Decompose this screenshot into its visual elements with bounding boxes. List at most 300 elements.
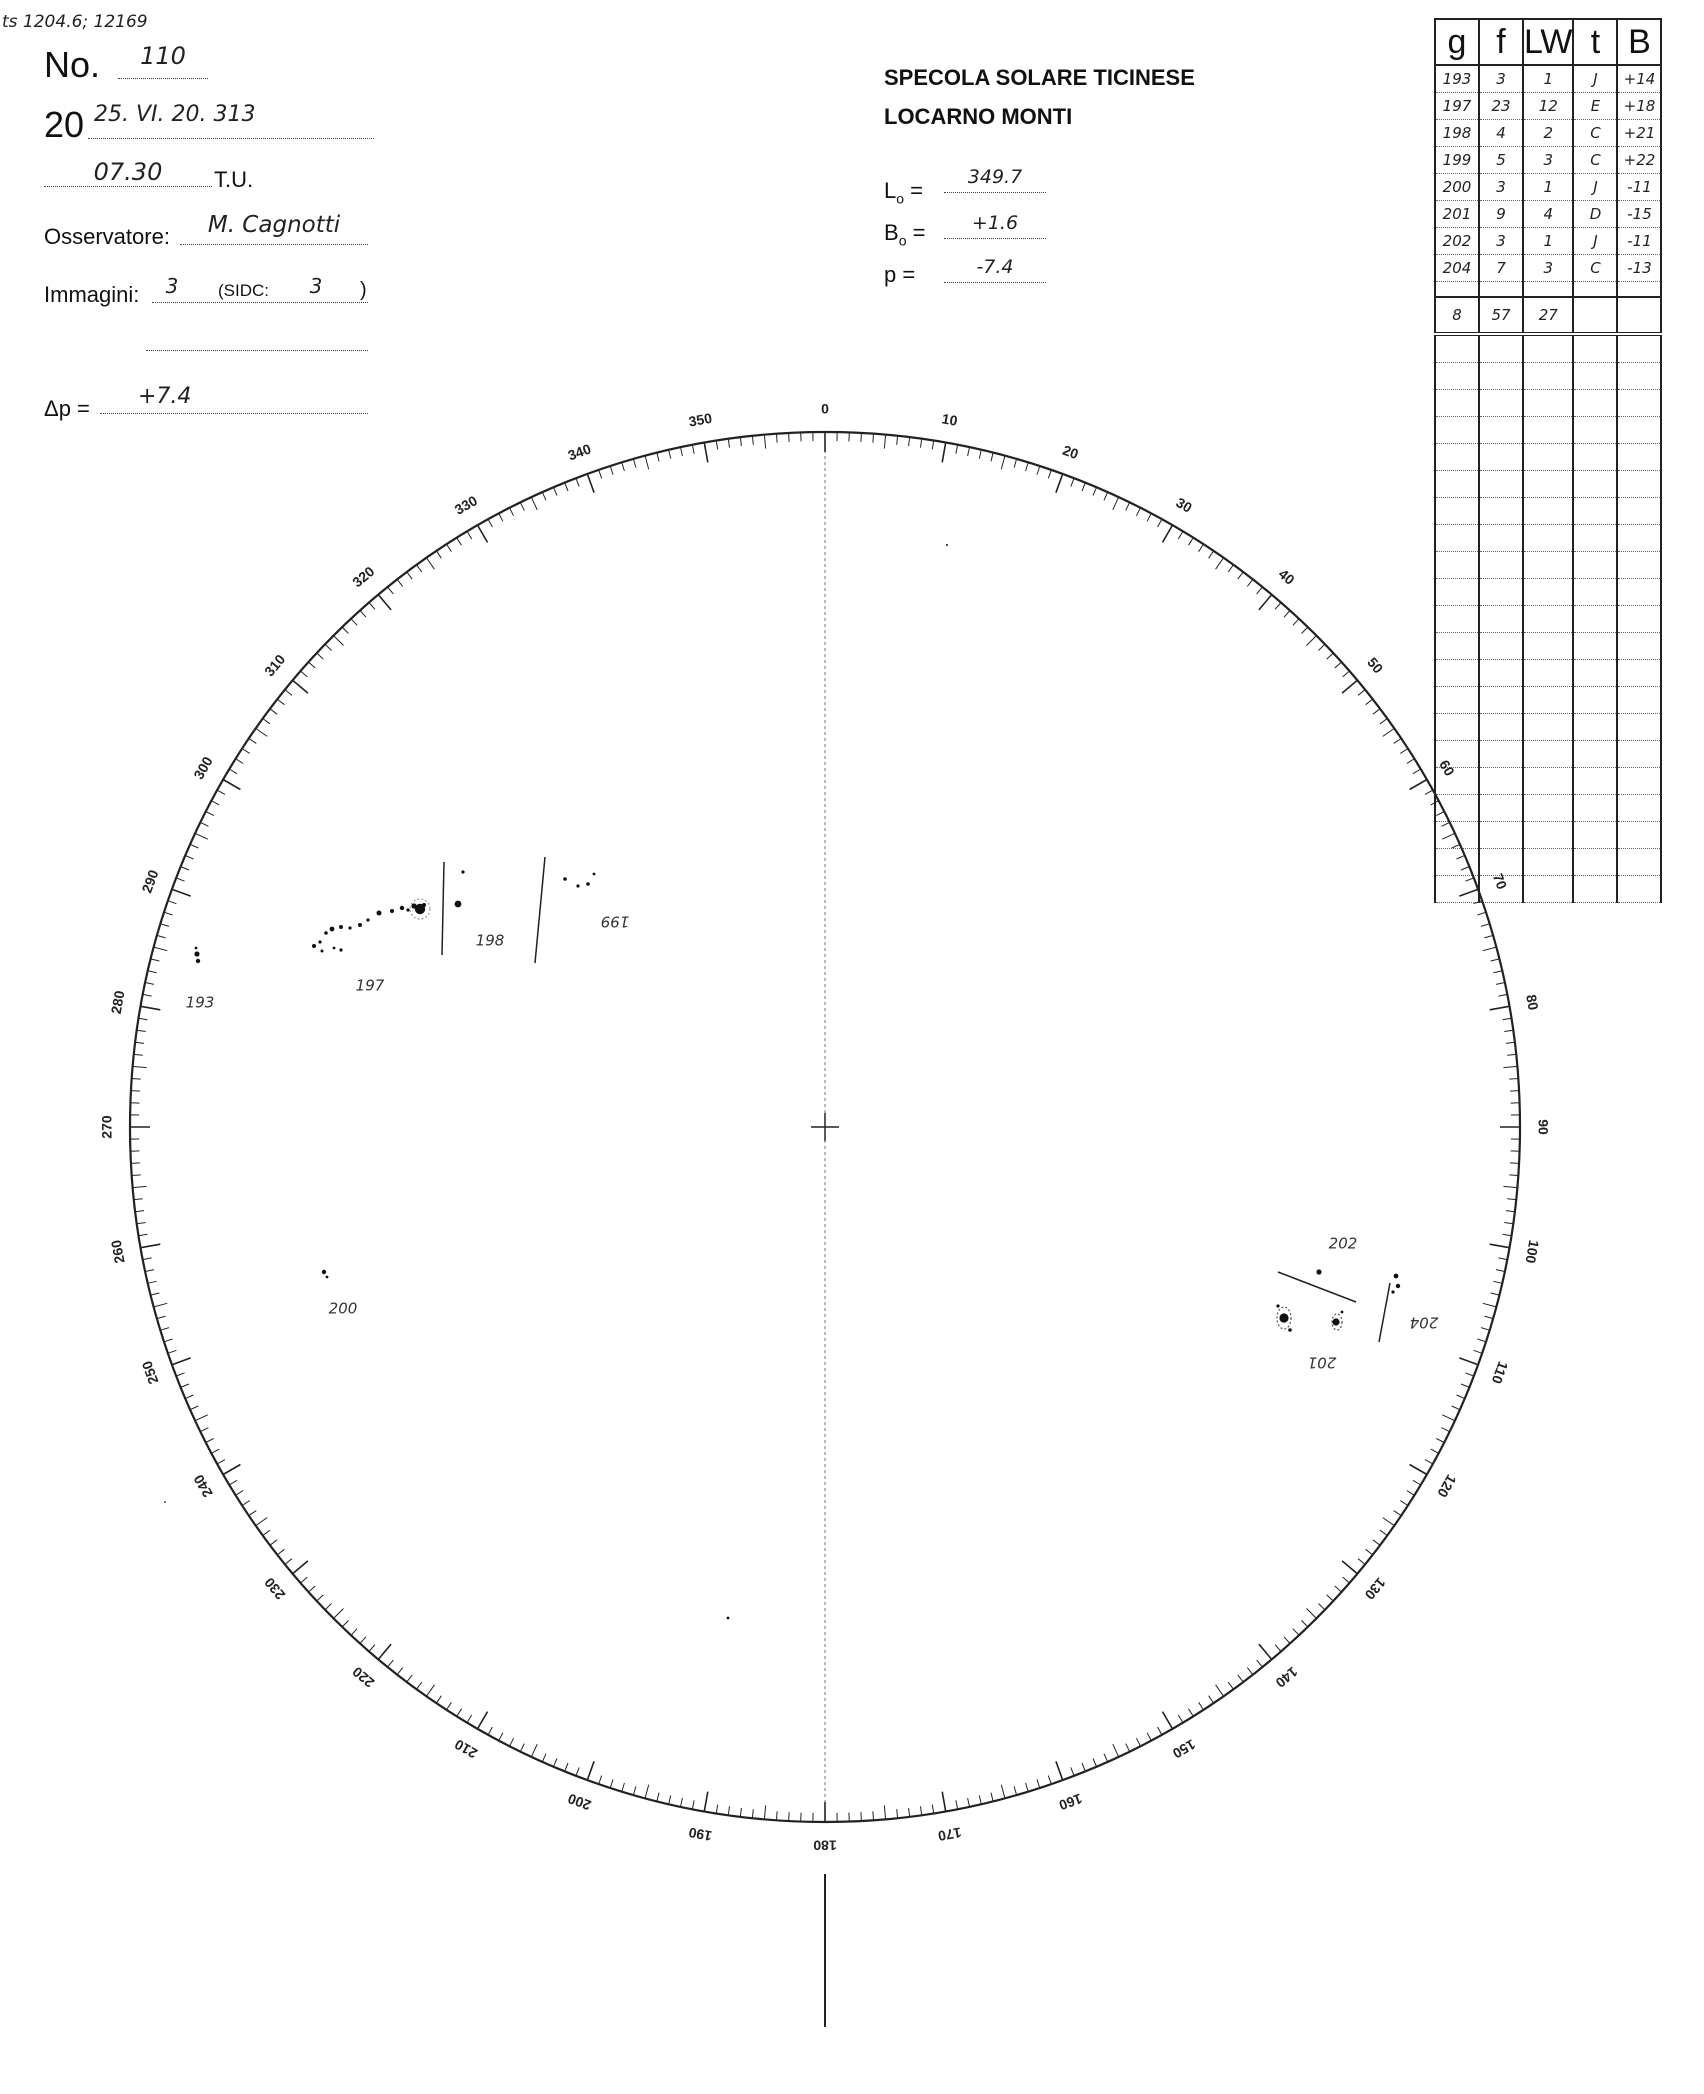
scale-tick [1307, 1609, 1317, 1619]
scale-tick [1510, 1163, 1519, 1164]
scale-tick [133, 1066, 147, 1067]
scale-tick [645, 456, 649, 470]
table-cell[interactable]: 1 [1523, 228, 1573, 255]
scale-tick [164, 912, 173, 915]
scale-tick [185, 855, 193, 859]
group-label: 199 [600, 912, 630, 931]
scale-label: 300 [190, 753, 216, 782]
param-bo-field[interactable]: +1.6 [944, 212, 1046, 239]
table-cell[interactable]: 27 [1523, 297, 1573, 334]
scale-tick [1247, 1668, 1253, 1675]
sunspot [593, 873, 596, 876]
scale-tick [1228, 1682, 1233, 1689]
sunspot [339, 925, 343, 929]
table-cell[interactable]: +14 [1617, 65, 1661, 93]
table-cell[interactable]: +22 [1617, 147, 1661, 174]
scale-tick [633, 459, 636, 468]
table-cell[interactable]: D [1573, 201, 1617, 228]
scale-tick [1199, 544, 1204, 552]
delta-p-label: Δp = [44, 396, 90, 421]
table-cell[interactable]: 12 [1523, 93, 1573, 120]
scale-tick [1302, 627, 1308, 633]
scale-tick [1335, 662, 1342, 668]
scale-tick [1425, 790, 1433, 794]
scale-tick [861, 1812, 862, 1821]
sunspot [461, 870, 464, 873]
scale-label: 250 [138, 1358, 162, 1387]
scale-tick [1442, 1428, 1450, 1432]
sunspot [322, 1270, 326, 1274]
sunspot [195, 947, 198, 950]
scale-tick [1247, 579, 1253, 586]
year-prefix: 20 [44, 104, 85, 145]
sunspot [196, 959, 200, 963]
sunspot [563, 877, 567, 881]
table-header-f: f [1479, 19, 1523, 65]
scale-tick [211, 801, 219, 805]
scale-tick [1136, 508, 1140, 516]
scale-tick [190, 844, 198, 848]
scale-tick [1048, 470, 1051, 479]
scale-tick [378, 595, 391, 610]
scale-tick [909, 437, 910, 446]
scale-tick [139, 1234, 148, 1235]
scale-tick [1373, 1540, 1380, 1546]
table-cell[interactable]: -11 [1617, 228, 1661, 255]
scale-tick [417, 1682, 422, 1689]
scale-tick [1014, 1786, 1017, 1795]
sunspot [1332, 1318, 1339, 1325]
scale-tick [200, 822, 208, 826]
table-cell[interactable]: 1 [1523, 65, 1573, 93]
scale-tick [1104, 492, 1108, 500]
scale-tick [921, 1806, 922, 1815]
time-field[interactable]: 07.30 [44, 158, 212, 187]
scale-tick [151, 959, 160, 961]
scale-tick [1113, 497, 1119, 510]
table-cell[interactable]: 3 [1523, 255, 1573, 282]
scale-tick [195, 833, 208, 839]
scale-tick [1436, 812, 1444, 816]
scale-tick [1477, 912, 1486, 915]
table-cell[interactable]: 202 [1435, 228, 1479, 255]
scale-tick [397, 579, 403, 586]
date-field[interactable]: 25. VI. 20. 313 [88, 102, 374, 139]
table-cell[interactable]: -11 [1617, 174, 1661, 201]
scale-tick [1358, 690, 1365, 696]
scale-tick [164, 1339, 173, 1342]
scale-tick [1001, 456, 1005, 470]
scale-label: 120 [1434, 1472, 1460, 1501]
table-cell[interactable]: 198 [1435, 120, 1479, 147]
table-cell[interactable]: 23 [1479, 93, 1523, 120]
scale-tick [1483, 947, 1497, 951]
table-cell[interactable]: J [1573, 65, 1617, 93]
scale-tick [1400, 1501, 1408, 1506]
scale-tick [1366, 1549, 1373, 1555]
sunspot [339, 948, 342, 951]
scale-tick [137, 1030, 146, 1031]
scale-tick [154, 1303, 168, 1307]
scale-tick [520, 502, 524, 510]
group-label: 202 [1328, 1234, 1358, 1253]
scale-tick [873, 434, 874, 443]
group-label: 201 [1307, 1353, 1337, 1372]
scale-tick [1491, 959, 1500, 961]
group-label: 200 [328, 1299, 358, 1318]
scale-tick [897, 436, 898, 445]
table-header-b: B [1617, 19, 1661, 65]
scale-label: 330 [451, 492, 480, 518]
sunspot [348, 926, 351, 929]
sunspot [1316, 1269, 1321, 1274]
scale-label: 110 [1488, 1359, 1512, 1386]
group-label: 197 [355, 976, 385, 995]
scale-tick [1394, 738, 1402, 743]
scale-label: 70 [1489, 871, 1511, 892]
scale-tick [657, 453, 659, 462]
scale-tick [1457, 855, 1465, 859]
scale-tick [1163, 1712, 1173, 1729]
sunspot [1396, 1284, 1400, 1288]
scale-tick [317, 1595, 324, 1601]
scale-label: 0 [821, 400, 829, 417]
table-cell[interactable]: 3 [1479, 174, 1523, 201]
scale-tick [181, 1384, 189, 1387]
scale-tick [897, 1809, 898, 1818]
scale-label: 340 [565, 440, 594, 464]
scale-tick [172, 889, 191, 896]
table-cell[interactable]: 4 [1523, 201, 1573, 228]
table-cell[interactable]: C [1573, 147, 1617, 174]
table-cell[interactable]: 9 [1479, 201, 1523, 228]
scale-tick [1275, 603, 1281, 610]
number-field[interactable]: 110 [118, 42, 208, 79]
scale-tick [520, 1744, 524, 1752]
scale-tick [991, 453, 993, 462]
scale-tick [378, 1644, 391, 1659]
scale-tick [1126, 1744, 1130, 1752]
scale-tick [1503, 1066, 1517, 1067]
scale-tick [263, 719, 270, 724]
sunspot [576, 884, 579, 887]
scale-tick [190, 1406, 198, 1410]
scale-tick [499, 513, 503, 521]
scale-tick [417, 565, 422, 572]
table-cell[interactable]: E [1573, 93, 1617, 120]
scale-tick [510, 508, 514, 516]
scale-tick [777, 1811, 778, 1820]
scale-tick [704, 1792, 708, 1812]
scale-tick [172, 1358, 191, 1365]
scale-label: 350 [687, 409, 714, 430]
scale-label: 180 [813, 1837, 837, 1854]
scale-tick [531, 497, 537, 510]
param-lo-field[interactable]: 349.7 [944, 166, 1046, 193]
table-cell[interactable]: 8 [1435, 297, 1479, 334]
table-cell[interactable]: 7 [1479, 255, 1523, 282]
scale-label: 220 [349, 1663, 378, 1691]
sunspot [455, 901, 462, 908]
scale-tick [789, 1812, 790, 1821]
scale-tick [1259, 1644, 1272, 1659]
scale-tick [160, 1328, 169, 1331]
scale-label: 290 [138, 867, 162, 896]
scale-tick [657, 1793, 659, 1802]
delta-p-field[interactable]: +7.4 [100, 384, 368, 414]
scale-tick [351, 619, 357, 626]
scale-tick [1026, 1783, 1029, 1792]
table-cell[interactable]: 204 [1435, 255, 1479, 282]
scale-tick [249, 738, 256, 743]
scale-tick [956, 1800, 958, 1809]
sunspot [1341, 1311, 1344, 1314]
scale-tick [342, 627, 348, 633]
scale-tick [1373, 709, 1380, 715]
scale-tick [148, 971, 157, 973]
table-cell[interactable]: J [1573, 228, 1617, 255]
scale-tick [1383, 728, 1395, 736]
scale-tick [669, 450, 671, 459]
scale-label: 150 [1170, 1736, 1199, 1762]
images-field[interactable]: 3 [165, 274, 179, 298]
scale-tick [148, 1281, 157, 1283]
scale-label: 260 [107, 1238, 128, 1265]
scale-tick [1342, 1561, 1357, 1574]
scale-tick [447, 544, 452, 552]
table-cell[interactable]: 199 [1435, 147, 1479, 174]
scale-tick [457, 538, 462, 546]
scale-tick [1366, 699, 1373, 705]
sunspot [946, 544, 948, 546]
scale-tick [407, 1675, 413, 1682]
scale-tick [135, 1042, 144, 1043]
scale-tick [622, 462, 625, 471]
scale-tick [1327, 653, 1334, 659]
sunspot [324, 931, 328, 935]
scale-tick [334, 636, 344, 646]
sunspot [377, 911, 382, 916]
scale-tick [942, 443, 946, 463]
scale-tick [176, 1373, 184, 1376]
scale-tick [1199, 1702, 1204, 1710]
table-cell[interactable]: 193 [1435, 65, 1479, 93]
scale-tick [436, 551, 441, 559]
scale-tick [1484, 1316, 1493, 1319]
table-cell[interactable]: J [1573, 174, 1617, 201]
scale-tick [1209, 551, 1214, 559]
scale-tick [1163, 525, 1173, 542]
sunspot [1279, 1313, 1288, 1322]
scale-tick [1491, 1293, 1500, 1295]
scale-tick [1014, 459, 1017, 468]
sidc-close-paren: ) [360, 279, 367, 301]
table-cell[interactable]: 3 [1523, 147, 1573, 174]
sunspot [194, 951, 199, 956]
scale-tick [229, 769, 237, 774]
scale-tick [1507, 1199, 1516, 1200]
scale-tick [1147, 1733, 1151, 1741]
sunspot [1391, 1290, 1394, 1293]
scale-tick [1503, 1186, 1517, 1187]
table-header-lw: LW [1523, 19, 1573, 65]
scale-tick [334, 1609, 344, 1619]
scale-tick [1358, 1559, 1365, 1565]
longitude-marker-line [1278, 1272, 1356, 1302]
param-p-field[interactable]: -7.4 [944, 256, 1046, 283]
scale-tick [301, 671, 308, 677]
sidc-field[interactable]: 3 [309, 274, 323, 298]
scale-tick [531, 1744, 537, 1757]
scale-tick [1498, 1258, 1507, 1260]
scale-tick [426, 558, 434, 570]
scale-tick [1056, 474, 1063, 493]
table-cell[interactable]: 1 [1523, 174, 1573, 201]
scale-tick [716, 441, 717, 450]
scale-tick [565, 483, 568, 491]
sunspot [586, 882, 590, 886]
scale-tick [285, 1559, 292, 1565]
scale-tick [1071, 1767, 1074, 1775]
scale-tick [1037, 1779, 1040, 1788]
scale-tick [478, 525, 488, 542]
table-cell[interactable]: 200 [1435, 174, 1479, 201]
scale-tick [553, 1759, 557, 1767]
scale-tick [145, 983, 154, 985]
scale-tick [217, 1460, 225, 1464]
scale-tick [134, 1054, 143, 1055]
scale-tick [789, 433, 790, 442]
sunspot [422, 903, 426, 907]
scale-label: 200 [565, 1790, 594, 1814]
table-cell[interactable]: +18 [1617, 93, 1661, 120]
scale-tick [1461, 1384, 1469, 1387]
scale-tick [143, 1258, 152, 1260]
scale-tick [351, 1629, 357, 1636]
scale-label: 100 [1522, 1238, 1543, 1265]
scale-label: 90 [1535, 1119, 1552, 1135]
scale-label: 130 [1361, 1574, 1389, 1603]
scale-tick [968, 1798, 970, 1807]
scale-tick [1507, 1054, 1516, 1055]
scale-tick [141, 1244, 161, 1248]
scale-tick [1275, 1645, 1281, 1652]
scale-tick [285, 690, 292, 696]
sunspot [321, 950, 324, 953]
scale-tick [764, 435, 765, 449]
table-cell[interactable]: +21 [1617, 120, 1661, 147]
scale-tick [1442, 822, 1450, 826]
scale-tick [752, 1809, 753, 1818]
scale-tick [1503, 1018, 1512, 1019]
scale-tick [270, 709, 277, 715]
scale-tick [388, 1660, 394, 1667]
scale-tick [309, 1586, 316, 1592]
scale-tick [1504, 1223, 1513, 1224]
scale-tick [1342, 680, 1357, 693]
scale-tick [576, 1767, 579, 1775]
table-cell[interactable]: 201 [1435, 201, 1479, 228]
scale-tick [1493, 971, 1502, 973]
scale-tick [1113, 1744, 1119, 1757]
table-cell[interactable]: 2 [1523, 120, 1573, 147]
scale-tick [909, 1808, 910, 1817]
scale-label: 40 [1275, 565, 1298, 588]
scale-tick [1257, 587, 1263, 594]
scale-label: 230 [261, 1574, 289, 1603]
sunspot [326, 1276, 329, 1279]
scale-tick [1452, 844, 1460, 848]
scale-tick [1474, 901, 1483, 904]
table-cell[interactable]: 197 [1435, 93, 1479, 120]
table-cell[interactable]: -15 [1617, 201, 1661, 228]
scale-tick [1506, 1042, 1515, 1043]
scale-tick [160, 924, 169, 927]
param-label-p: p = [884, 262, 916, 287]
scale-tick [884, 435, 885, 449]
scale-tick [752, 436, 753, 445]
scale-tick [1048, 1776, 1051, 1785]
scale-tick [1442, 833, 1455, 839]
scale-tick [211, 1449, 219, 1453]
table-cell[interactable]: C [1573, 255, 1617, 282]
scale-tick [1509, 1175, 1518, 1176]
table-cell[interactable]: 4 [1479, 120, 1523, 147]
disk-static [130, 432, 1520, 2027]
group-label: 193 [185, 993, 215, 1012]
scale-tick [249, 1511, 256, 1516]
scale-label: 320 [349, 563, 378, 591]
table-cell[interactable]: 5 [1479, 147, 1523, 174]
scale-tick [1498, 994, 1507, 996]
scale-tick [1238, 572, 1244, 579]
table-cell[interactable]: 3 [1479, 228, 1523, 255]
scale-tick [991, 1793, 993, 1802]
scale-tick [692, 1800, 694, 1809]
table-cell[interactable]: 3 [1479, 65, 1523, 93]
longitude-marker-line [1379, 1283, 1390, 1342]
scale-tick [1481, 924, 1490, 927]
table-cell[interactable]: 57 [1479, 297, 1523, 334]
observer-field[interactable]: M. Cagnotti [180, 212, 368, 245]
scale-tick [1189, 538, 1194, 546]
sunspot [330, 927, 335, 932]
table-cell[interactable]: -13 [1617, 255, 1661, 282]
scale-tick [510, 1738, 514, 1746]
scale-tick [1509, 1079, 1518, 1080]
scale-tick [1461, 867, 1469, 870]
sunspot-group-labels [186, 913, 1439, 1372]
scale-tick [704, 443, 708, 463]
scale-tick [132, 1175, 141, 1176]
scale-tick [681, 447, 683, 456]
param-label-lo: $L_o$ = [884, 178, 924, 207]
scale-tick [728, 439, 729, 448]
scale-label: 140 [1272, 1663, 1301, 1691]
scale-label: 30 [1173, 494, 1195, 516]
scale-tick [1126, 502, 1130, 510]
scale-tick [407, 572, 413, 579]
scale-tick [488, 519, 492, 527]
scale-tick [599, 470, 602, 479]
scale-tick [1158, 519, 1162, 527]
scale-tick [587, 474, 594, 493]
scale-tick [1425, 1460, 1433, 1464]
scale-tick [185, 1395, 193, 1399]
scale-tick [139, 1018, 148, 1019]
scale-tick [1490, 1006, 1510, 1010]
table-cell[interactable]: C [1573, 120, 1617, 147]
